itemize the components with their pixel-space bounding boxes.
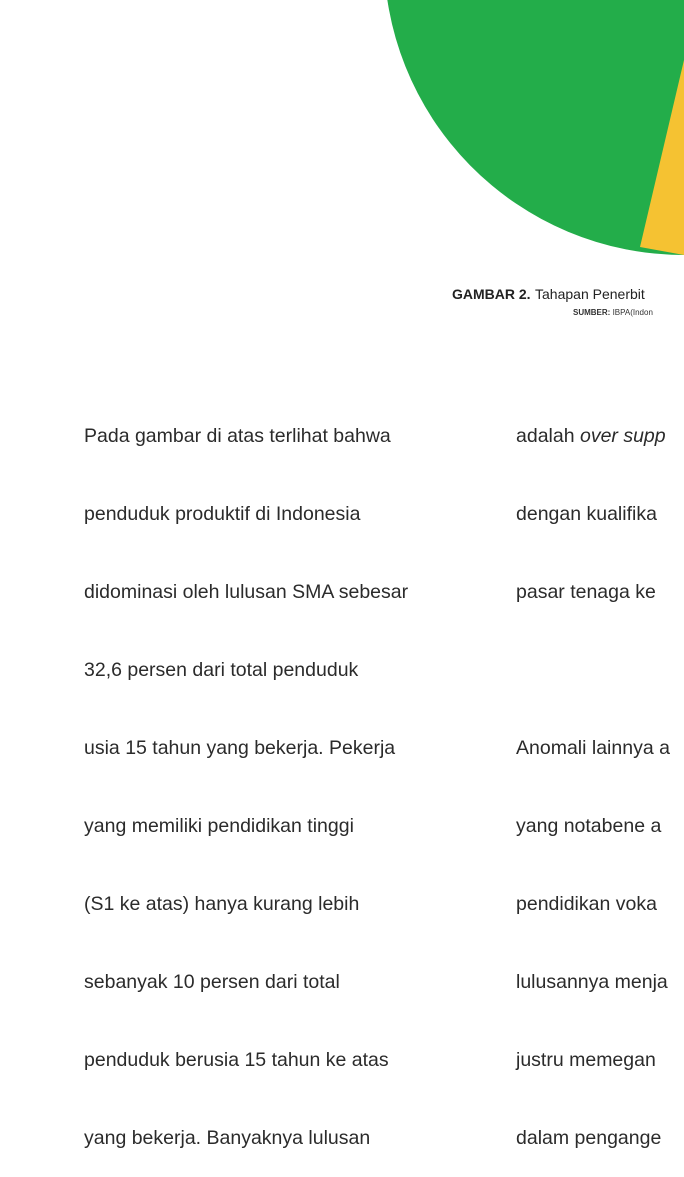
pie-chart-svg (0, 0, 684, 260)
article-column-left (84, 371, 408, 1177)
text-line (516, 423, 670, 449)
text-line: Pada gambar di atas terlihat bahwa (84, 425, 391, 447)
source-label: SUMBER: (573, 308, 611, 317)
pie-chart (0, 0, 684, 260)
figure-title: Tahapan Penerbit (535, 286, 645, 302)
text-line: dalam pengange (516, 1127, 662, 1149)
text-line: yang notabene a (516, 815, 662, 837)
text-line: lulusannya menja (516, 971, 668, 993)
figure-source (573, 308, 653, 317)
italic-term: over supp (579, 425, 666, 447)
text-line: penduduk produktif di Indonesia (84, 503, 361, 525)
text-line-start: adalah (516, 425, 580, 447)
text-line: yang bekerja. Banyaknya lulusan (84, 1127, 371, 1149)
text-line: dengan kualifika (516, 503, 657, 525)
text-line: pasar tenaga ke (516, 581, 656, 603)
text-line: didominasi oleh lulusan SMA sebesar (84, 581, 409, 603)
text-line: justru memegan (516, 1049, 656, 1071)
text-line: usia 15 tahun yang bekerja. Pekerja (84, 737, 396, 759)
text-line: pendidikan voka (516, 893, 657, 915)
text-line: sebanyak 10 persen dari total (84, 971, 340, 993)
text-line: (S1 ke atas) hanya kurang lebih (84, 893, 360, 915)
figure-caption (452, 286, 645, 304)
text-line: 32,6 persen dari total penduduk (84, 659, 359, 681)
text-line: Anomali lainnya a (516, 737, 670, 759)
pie-slice-green (384, 0, 684, 255)
text-line: penduduk berusia 15 tahun ke atas (84, 1049, 389, 1071)
figure-label: GAMBAR 2. (452, 286, 531, 302)
article-column-right (516, 371, 670, 1177)
text-line: yang memiliki pendidikan tinggi (84, 815, 354, 837)
paragraph-gap (516, 657, 670, 683)
source-text: IBPA(Indon (612, 308, 653, 317)
